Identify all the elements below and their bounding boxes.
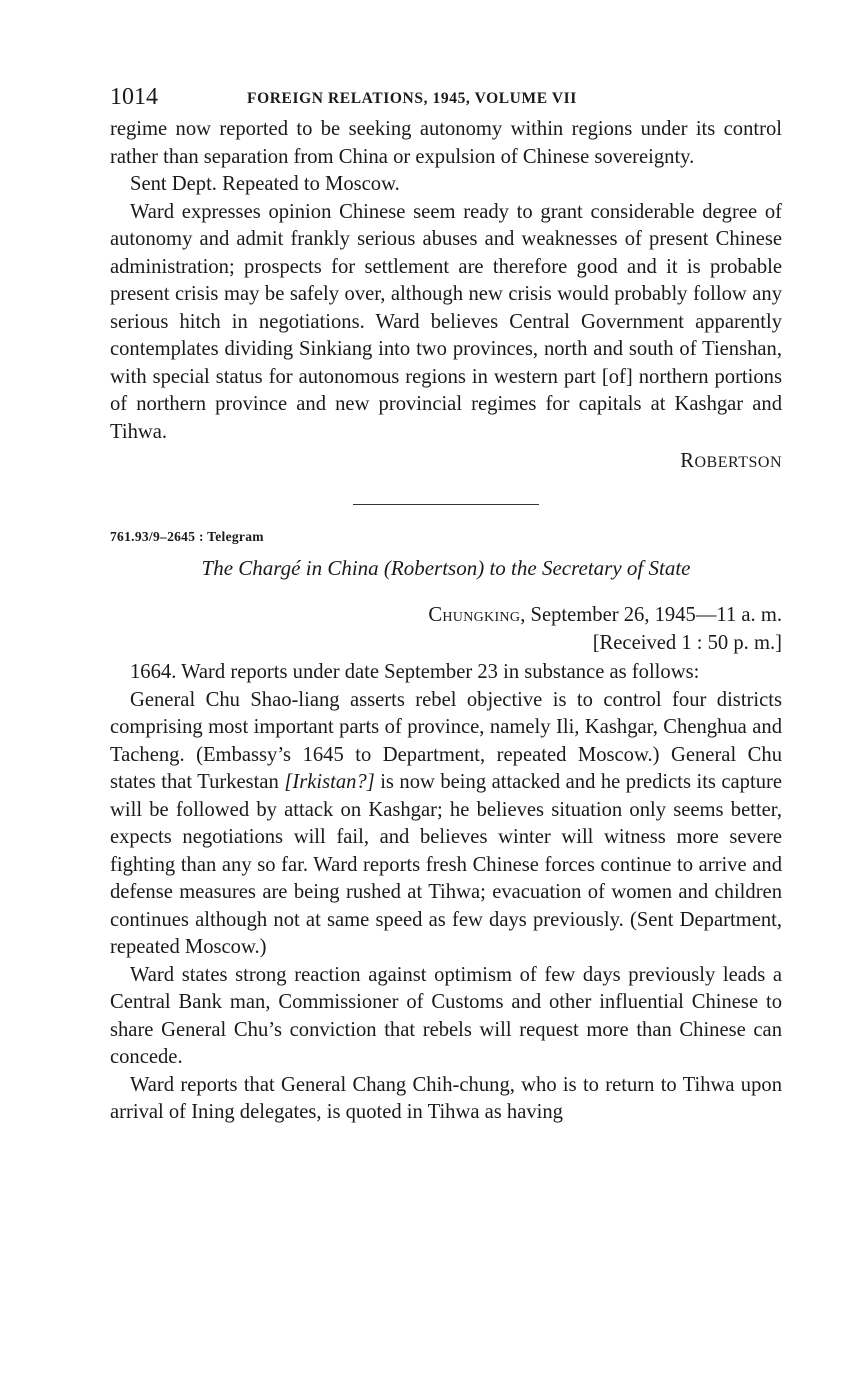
previous-document-continuation xyxy=(110,116,782,476)
section-divider xyxy=(353,504,539,505)
document-page xyxy=(110,82,782,1127)
file-reference: 761.93/9–2645 : Telegram xyxy=(110,529,264,544)
heading-post: ) to the Secretary of State xyxy=(477,556,691,580)
signature-initial: R xyxy=(680,450,695,472)
heading-name: Robertson xyxy=(390,556,478,580)
paragraph-sent: Sent Dept. Repeated to Moscow. xyxy=(130,173,400,195)
dateline-place: Chungking xyxy=(428,604,521,626)
paragraph-ward-reports: Ward reports that General Chang Chih-chung, who is to return to Tihwa upon arrival of Ining delegates, is quoted in Tihwa as having xyxy=(110,1073,782,1123)
paragraph-ward-states: Ward states strong reaction against optimism of few days previously leads a Central Bank man, Commissioner of Customs and other influential Chinese to share General Chu’s conviction that rebels will request more than Chinese can concede. xyxy=(110,963,782,1068)
paragraph-continuation: regime now reported to be seeking autonomy within regions under its control rather than separation from China or expulsion of Chinese sovereignty. xyxy=(110,118,782,168)
paragraph-1664: 1664. Ward reports under date September 23 in substance as follows: xyxy=(130,661,700,683)
document-heading xyxy=(110,554,782,582)
received-line: [Received 1 : 50 p. m.] xyxy=(592,631,782,654)
dateline-date: , September 26, 1945—11 a. m. xyxy=(520,604,782,626)
para-chu-part-a: General Chu Shao-liang asserts rebel objective is to control four districts comprising most important parts of province, namely Ili, Kashgar, Chenghua and Tacheng. (Embassy’s 1645 to Department, repeated Moscow.) General Chu states that Turkestan xyxy=(110,688,782,793)
telegram-document xyxy=(110,527,782,1127)
running-header xyxy=(110,82,782,116)
paragraph-ward-opinion: Ward expresses opinion Chinese seem ready to grant considerable degree of autonomy and admit frankly serious abuses and weaknesses of present Chinese administration; prospects for settlement are therefore good and it is probable present crisis may be safely over, although new crisis would probably follow any serious hitch in negotiations. Ward believes Central Government apparently contemplates dividing Sinkiang into two provinces, north and south of Tienshan, with special status for autonomous regions in western part [of] northern portions of northern province and new provincial regimes for capitals at Kashgar and Tihwa. xyxy=(110,200,782,443)
para-chu-part-b: is now being attacked and he predicts its capture will be followed by attack on Kashgar; he believes situation only seems better, expects negotiations will fail, and believes winter will witness more severe fighting than any so far. Ward reports fresh Chinese forces continue to arrive and defense measures are being rushed at Tihwa; evacuation of women and children continues although not at same speed as few days previously. (Sent Department, repeated Moscow.) xyxy=(110,771,782,958)
signature-robertson xyxy=(110,448,782,476)
paragraph-general-chu xyxy=(110,687,782,962)
heading-pre: The Chargé in China ( xyxy=(201,556,391,580)
signature-rest: OBERTSON xyxy=(694,454,782,471)
running-title: FOREIGN RELATIONS, 1945, VOLUME VII xyxy=(247,90,577,107)
editorial-note: [Irkistan?] xyxy=(284,771,375,793)
telegram-body xyxy=(110,659,782,1127)
page-number: 1014 xyxy=(110,84,158,110)
dateline xyxy=(110,602,782,630)
